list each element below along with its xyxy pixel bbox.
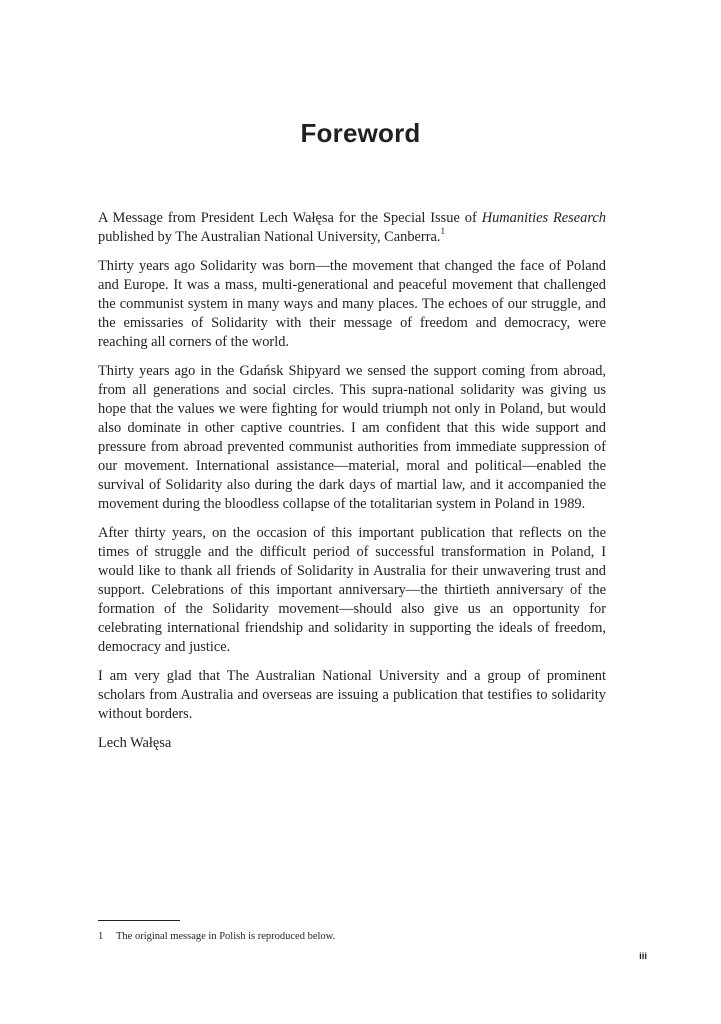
footnote-divider [98, 920, 180, 921]
foreword-body [98, 209, 606, 763]
footnote-text: The original message in Polish is reproduced below. [116, 931, 336, 942]
paragraph-solidarity-born: Thirty years ago Solidarity was born—the movement that changed the face of Poland and Europe. It was a mass, multi-generational and peaceful movement that challenged the communist system in many ways and many places. The echoes of our struggle, and the emissaries of Solidarity with their message of freedom and democracy, were reaching all corners of the world. [98, 258, 606, 350]
paragraph-anu-publication: I am very glad that The Australian National University and a group of prominent scholars from Australia and overseas are issuing a publication that testifies to solidarity without borders. [98, 668, 606, 722]
intro-text-after: published by The Australian National University, Canberra. [98, 229, 441, 245]
signature: Lech Wałęsa [98, 735, 172, 751]
journal-title: Humanities Research [481, 210, 606, 226]
paragraph-after-thirty-years: After thirty years, on the occasion of this important publication that reflects on the times of struggle and the difficult period of successful transformation in Poland, I would like to thank all friends of Solidarity in Australia for their unwavering trust and support. Celebrations of this important anniversary—the thirtieth anniversary of the formation of the Solidarity movement—should also give us an opportunity for celebrating international friendship and solidarity in supporting the ideals of freedom, democracy and justice. [98, 525, 606, 655]
intro-text-before: A Message from President Lech Wałęsa for the Special Issue of [98, 210, 482, 226]
footnote-number: 1 [98, 931, 104, 942]
footnote-reference: 1 [440, 226, 445, 237]
paragraph-gdansk-shipyard: Thirty years ago in the Gdańsk Shipyard we sensed the support coming from abroad, from all generations and social circles. This supra-national solidarity was giving us hope that the values we were fighting for would triumph not only in Poland, but would also dominate in other captive countries. I am confident that this wide support and pressure from abroad prevented communist authorities from immediate suppression of our movement. International assistance—material, moral and political—enabled the survival of Solidarity also during the dark days of martial law, and it accompanied the movement during the bloodless collapse of the totalitarian system in Poland in 1989. [98, 363, 606, 512]
page-title: Foreword [300, 118, 421, 148]
intro-paragraph [98, 209, 606, 247]
footnote [98, 930, 606, 944]
page-number: iii [639, 951, 647, 962]
